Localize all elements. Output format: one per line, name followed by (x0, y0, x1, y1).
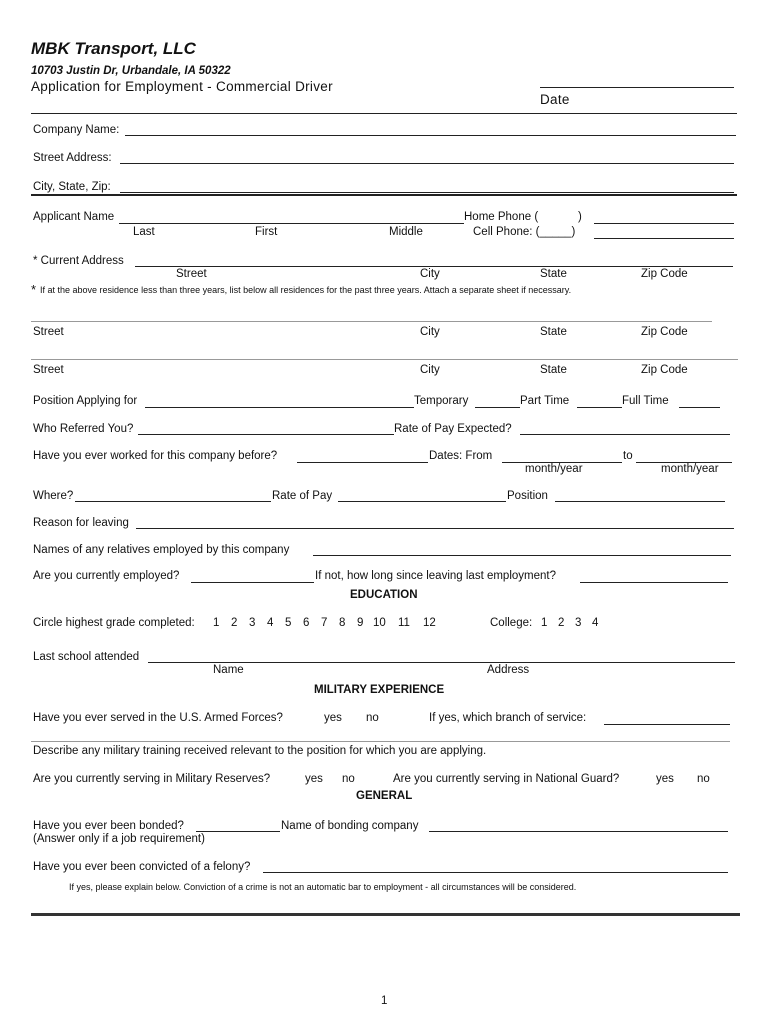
company-name-label: Company Name: (33, 124, 120, 136)
grade-5[interactable]: 5 (285, 617, 292, 629)
felony-label: Have you ever been convicted of a felony? (33, 861, 251, 873)
page-number: 1 (381, 995, 388, 1007)
national-guard-yes[interactable]: yes (656, 773, 674, 785)
position-applying-label: Position Applying for (33, 395, 138, 407)
reason-leaving-label: Reason for leaving (33, 517, 129, 529)
zip-caption: Zip Code (641, 268, 688, 280)
military-extra-line[interactable] (31, 741, 730, 742)
prev1-zip-caption: Zip Code (641, 326, 688, 338)
city-state-zip-field[interactable] (120, 192, 734, 193)
referred-field[interactable] (138, 434, 394, 435)
company-name-field[interactable] (125, 135, 736, 136)
how-long-label: If not, how long since leaving last employment? (315, 570, 556, 582)
national-guard-label: Are you currently serving in National Guard? (393, 773, 620, 785)
company-title: MBK Transport, LLC (31, 39, 196, 58)
grade-7[interactable]: 7 (321, 617, 328, 629)
bonded-field[interactable] (196, 831, 280, 832)
college-3[interactable]: 3 (575, 617, 582, 629)
felony-note: If yes, please explain below. Conviction of a crime is not an automatic bar to employment - all circumstances will be considered. (69, 882, 577, 892)
city-caption: City (420, 268, 440, 280)
currently-employed-label: Are you currently employed? (33, 570, 180, 582)
reserves-label: Are you currently serving in Military Reserves? (33, 773, 271, 785)
previous-address-1-field[interactable] (31, 321, 712, 322)
rate-of-pay-field[interactable] (338, 501, 506, 502)
referred-label: Who Referred You? (33, 423, 134, 435)
first-name-caption: First (255, 226, 278, 238)
position-label: Position (507, 490, 548, 502)
general-heading: GENERAL (356, 790, 413, 802)
felony-field[interactable] (263, 872, 728, 873)
prev1-state-caption: State (540, 326, 567, 338)
previous-address-2-field[interactable] (31, 359, 738, 360)
date-line[interactable] (540, 87, 734, 88)
armed-forces-no[interactable]: no (366, 712, 379, 724)
where-label: Where? (33, 490, 74, 502)
branch-field[interactable] (604, 724, 730, 725)
prev1-city-caption: City (420, 326, 440, 338)
grade-label: Circle highest grade completed: (33, 617, 195, 629)
military-training-label: Describe any military training received relevant to the position for which you are applying. (33, 745, 487, 757)
home-phone-close: ) (578, 211, 582, 223)
reserves-no[interactable]: no (342, 773, 355, 785)
cell-phone-label: Cell Phone: (_____) (473, 226, 576, 238)
national-guard-no[interactable]: no (697, 773, 710, 785)
grade-6[interactable]: 6 (303, 617, 310, 629)
home-phone-field[interactable] (594, 223, 734, 224)
rate-expected-label: Rate of Pay Expected? (394, 423, 512, 435)
form-subtitle: Application for Employment - Commercial Driver (31, 79, 333, 94)
relatives-field[interactable] (313, 555, 731, 556)
dates-from-label: Dates: From (429, 450, 493, 462)
grade-2[interactable]: 2 (231, 617, 238, 629)
position-field[interactable] (555, 501, 725, 502)
street-caption: Street (176, 268, 207, 280)
worked-before-field[interactable] (297, 462, 428, 463)
company-address: 10703 Justin Dr, Urbandale, IA 50322 (31, 65, 231, 77)
position-applying-field[interactable] (145, 407, 414, 408)
state-caption: State (540, 268, 567, 280)
college-4[interactable]: 4 (592, 617, 599, 629)
bonding-company-field[interactable] (429, 831, 728, 832)
date-label: Date (540, 92, 570, 107)
grade-11[interactable]: 11 (398, 617, 410, 629)
grade-3[interactable]: 3 (249, 617, 256, 629)
bonded-note: (Answer only if a job requirement) (33, 833, 205, 845)
prev2-zip-caption: Zip Code (641, 364, 688, 376)
applicant-name-label: Applicant Name (33, 211, 115, 223)
city-state-zip-label: City, State, Zip: (33, 181, 111, 193)
to-month-year-caption: month/year (661, 463, 719, 475)
branch-label: If yes, which branch of service: (429, 712, 587, 724)
reason-leaving-field[interactable] (136, 528, 734, 529)
worked-before-label: Have you ever worked for this company before? (33, 450, 278, 462)
dates-to-label: to (623, 450, 633, 462)
cell-phone-field[interactable] (594, 238, 734, 239)
home-phone-label: Home Phone ( (464, 211, 539, 223)
education-heading: EDUCATION (350, 589, 418, 601)
temporary-label: Temporary (414, 395, 469, 407)
bonding-company-label: Name of bonding company (281, 820, 419, 832)
grade-10[interactable]: 10 (373, 617, 386, 629)
college-2[interactable]: 2 (558, 617, 565, 629)
last-name-caption: Last (133, 226, 155, 238)
temporary-field[interactable] (475, 407, 520, 408)
armed-forces-yes[interactable]: yes (324, 712, 342, 724)
grade-1[interactable]: 1 (213, 617, 220, 629)
grade-8[interactable]: 8 (339, 617, 346, 629)
current-address-field[interactable] (135, 266, 733, 267)
residence-note: If at the above residence less than three years, list below all residences for the past three years. Attach a separate sheet if necessary. (40, 285, 572, 295)
grade-9[interactable]: 9 (357, 617, 364, 629)
street-address-field[interactable] (120, 163, 734, 164)
employer-box (31, 113, 737, 196)
school-name-caption: Name (213, 664, 244, 676)
last-school-field[interactable] (148, 662, 735, 663)
street-address-label: Street Address: (33, 152, 112, 164)
college-1[interactable]: 1 (541, 617, 548, 629)
full-time-field[interactable] (679, 407, 720, 408)
rate-expected-field[interactable] (520, 434, 730, 435)
how-long-field[interactable] (580, 582, 728, 583)
where-field[interactable] (75, 501, 271, 502)
full-time-label: Full Time (622, 395, 669, 407)
school-address-caption: Address (487, 664, 530, 676)
applicant-name-field[interactable] (119, 223, 464, 224)
relatives-label: Names of any relatives employed by this company (33, 544, 290, 556)
middle-name-caption: Middle (389, 226, 423, 238)
current-address-label: * Current Address (33, 255, 124, 267)
reserves-yes[interactable]: yes (305, 773, 323, 785)
section-divider (31, 913, 740, 916)
prev1-street-caption: Street (33, 326, 64, 338)
part-time-field[interactable] (577, 407, 622, 408)
military-heading: MILITARY EXPERIENCE (314, 684, 445, 696)
last-school-label: Last school attended (33, 651, 140, 663)
college-label: College: (490, 617, 533, 629)
bonded-label: Have you ever been bonded? (33, 820, 184, 832)
armed-forces-label: Have you ever served in the U.S. Armed Forces? (33, 712, 283, 724)
rate-of-pay-label: Rate of Pay (272, 490, 333, 502)
note-asterisk: * (31, 282, 37, 297)
prev2-city-caption: City (420, 364, 440, 376)
currently-employed-field[interactable] (191, 582, 314, 583)
prev2-street-caption: Street (33, 364, 64, 376)
prev2-state-caption: State (540, 364, 567, 376)
from-month-year-caption: month/year (525, 463, 583, 475)
part-time-label: Part Time (520, 395, 570, 407)
grade-12[interactable]: 12 (423, 617, 436, 629)
grade-4[interactable]: 4 (267, 617, 274, 629)
